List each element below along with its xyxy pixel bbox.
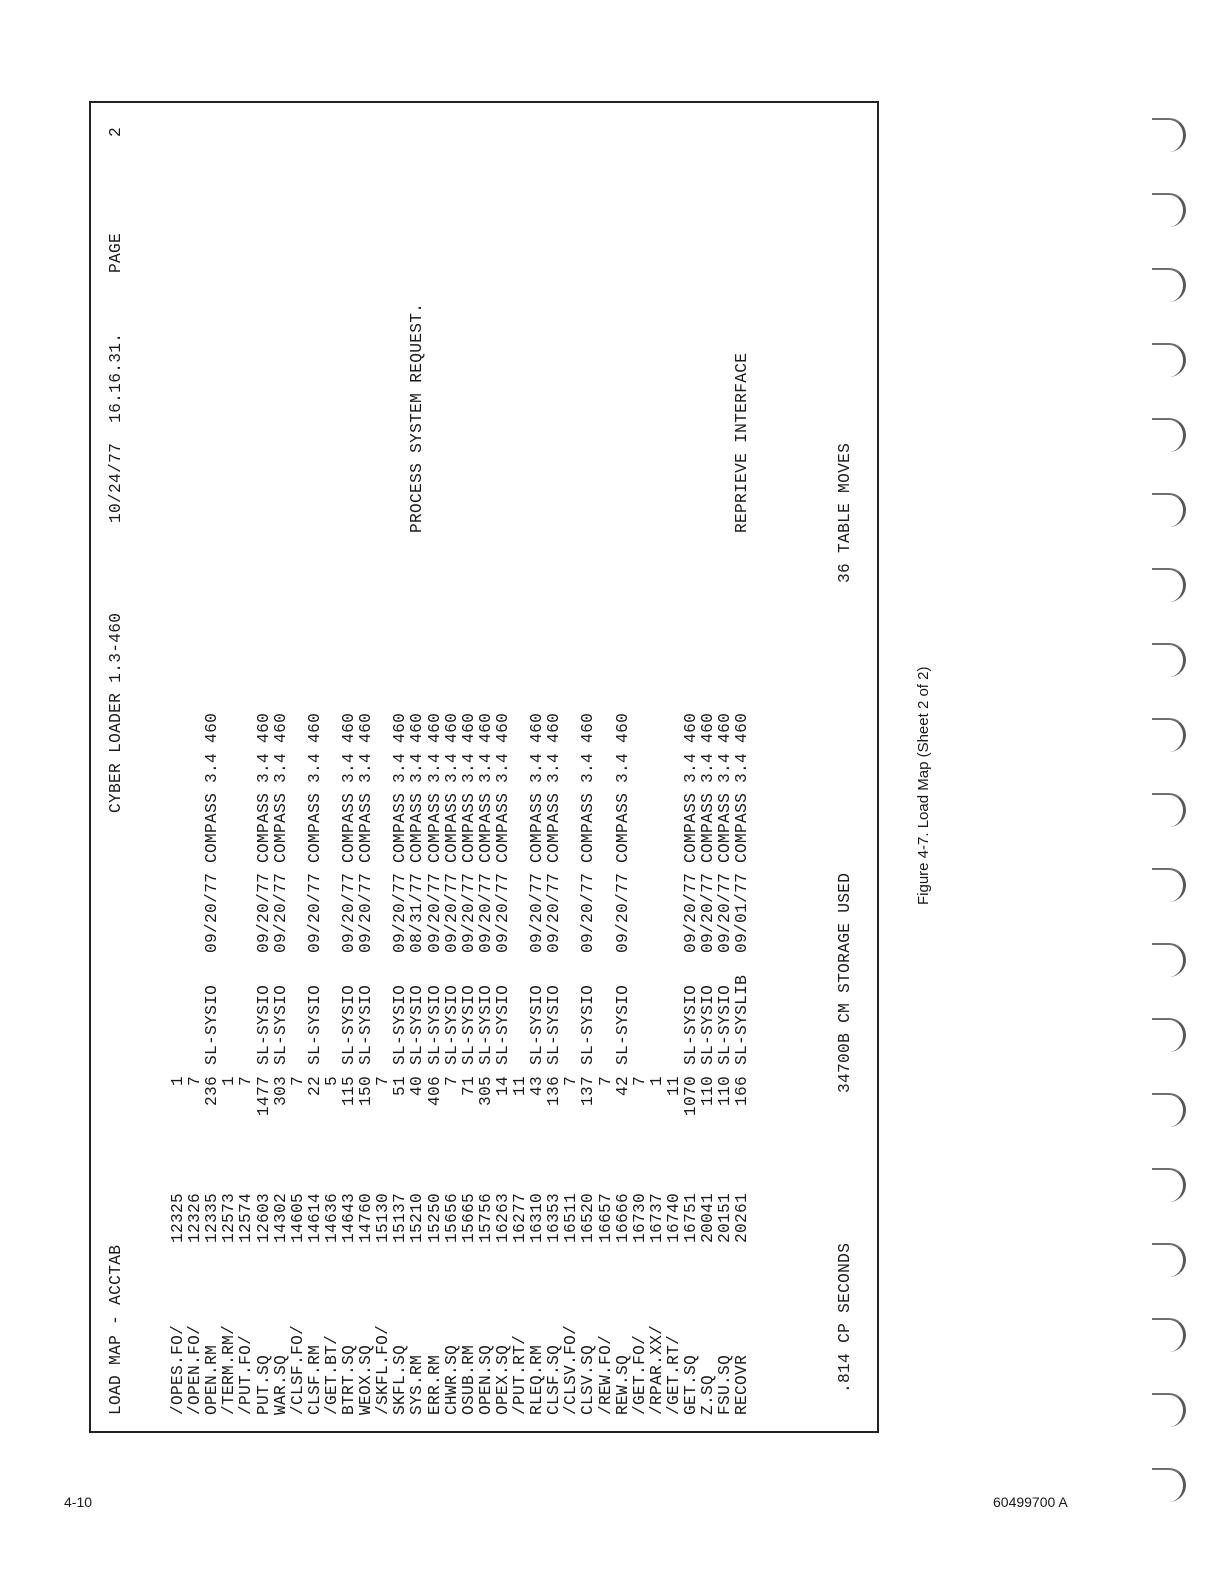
row-name: PUT.SQ	[254, 1354, 273, 1415]
row-length: 1	[220, 1076, 239, 1087]
row-library: SL-SYSIO	[357, 984, 376, 1065]
row-date: 09/20/77	[254, 872, 273, 953]
load-map-printout	[89, 101, 879, 1433]
row-name: /RPAR.XX/	[647, 1324, 666, 1415]
row-address: 12335	[203, 1192, 222, 1243]
row-length: 5	[322, 1076, 341, 1087]
row-library: SL-SYSIO	[545, 984, 564, 1065]
row-address: 14643	[340, 1192, 358, 1243]
binder-ring-icon	[1152, 868, 1186, 902]
row-length: 7	[596, 1076, 615, 1087]
document-number: 60499700 A	[993, 1494, 1068, 1510]
row-name: CLSF.SQ	[545, 1344, 564, 1415]
page-value: 2	[107, 126, 125, 137]
row-assembler: COMPASS	[476, 792, 495, 863]
row-date: 09/20/77	[391, 872, 410, 953]
row-version: 3.4 460	[733, 712, 752, 783]
binder-ring-icon	[1152, 793, 1186, 827]
row-name: WAR.SQ	[271, 1354, 290, 1415]
row-date: 09/20/77	[493, 872, 512, 953]
row-length: 110	[699, 1076, 718, 1107]
row-length: 7	[442, 1076, 461, 1087]
row-date: 09/20/77	[476, 872, 495, 953]
row-length: 7	[374, 1076, 393, 1087]
row-address: 14614	[305, 1192, 324, 1243]
row-length: 1	[169, 1076, 187, 1087]
row-version: 3.4 460	[408, 712, 427, 783]
row-assembler: COMPASS	[425, 792, 444, 863]
row-version: 3.4 460	[459, 712, 478, 783]
row-date: 09/20/77	[442, 872, 461, 953]
row-library: SL-SYSIO	[459, 984, 478, 1065]
row-length: 14	[493, 1076, 512, 1097]
cm-storage-used: 34700B CM STORAGE USED	[836, 872, 854, 1093]
row-length: 406	[425, 1076, 444, 1107]
row-name: /CLSV.FO/	[562, 1324, 581, 1415]
row-name: CHWR.SQ	[442, 1344, 461, 1415]
row-address: 14605	[288, 1192, 307, 1243]
row-length: 42	[613, 1076, 632, 1097]
row-length: 7	[288, 1076, 307, 1087]
row-assembler: COMPASS	[459, 792, 478, 863]
row-date: 09/20/77	[203, 872, 222, 953]
binder-ring-icon	[1152, 1318, 1186, 1352]
row-address: 14760	[357, 1192, 376, 1243]
binder-ring-icon	[1152, 493, 1186, 527]
row-address: 15756	[476, 1192, 495, 1243]
row-address: 12603	[254, 1192, 273, 1243]
row-date: 09/20/77	[682, 872, 700, 953]
row-length: 71	[459, 1076, 478, 1097]
row-address: 16263	[493, 1192, 512, 1243]
row-address: 16353	[545, 1192, 564, 1243]
row-length: 11	[511, 1076, 529, 1097]
row-name: CLSF.RM	[305, 1344, 324, 1415]
row-address: 12573	[220, 1192, 239, 1243]
row-library: SL-SYSIO	[699, 984, 718, 1065]
row-address: 16730	[630, 1192, 649, 1243]
row-date: 09/20/77	[545, 872, 564, 953]
row-date: 09/20/77	[357, 872, 376, 953]
row-address: 16520	[579, 1192, 598, 1243]
row-date: 09/20/77	[528, 872, 547, 953]
row-name: /GET.FO/	[630, 1334, 649, 1415]
row-length: 110	[716, 1076, 735, 1107]
row-library: SL-SYSIO	[254, 984, 273, 1065]
row-length: 1070	[682, 1076, 700, 1117]
binder-ring-icon	[1152, 718, 1186, 752]
row-name: /PUT.FO/	[237, 1334, 256, 1415]
row-length: 43	[528, 1076, 547, 1097]
row-address: 16740	[664, 1192, 683, 1243]
row-address: 16310	[528, 1192, 547, 1243]
row-library: SL-SYSIO	[493, 984, 512, 1065]
row-library: SL-SYSIO	[716, 984, 735, 1065]
row-length: 137	[579, 1076, 598, 1107]
row-name: RECOVR	[733, 1354, 752, 1415]
page-label: PAGE	[107, 232, 125, 273]
row-name: Z.SQ	[699, 1374, 718, 1415]
row-version: 3.4 460	[305, 712, 324, 783]
row-assembler: COMPASS	[391, 792, 410, 863]
row-assembler: COMPASS	[682, 792, 700, 863]
row-length: 51	[391, 1076, 410, 1097]
row-date: 09/20/77	[699, 872, 718, 953]
row-assembler: COMPASS	[442, 792, 461, 863]
row-length: 40	[408, 1076, 427, 1097]
row-date: 09/20/77	[716, 872, 735, 953]
row-name: /TERM.RM/	[220, 1324, 239, 1415]
row-name: SKFL.SQ	[391, 1344, 410, 1415]
row-date: 09/20/77	[579, 872, 598, 953]
figure-caption: Figure 4-7. Load Map (Sheet 2 of 2)	[915, 666, 932, 905]
row-date: 08/31/77	[408, 872, 427, 953]
row-address: 16277	[511, 1192, 529, 1243]
row-library: SL-SYSIO	[271, 984, 290, 1065]
row-version: 3.4 460	[391, 712, 410, 783]
row-length: 7	[630, 1076, 649, 1087]
row-address: 16666	[613, 1192, 632, 1243]
row-library: SL-SYSIO	[528, 984, 547, 1065]
row-length: 1477	[254, 1076, 273, 1117]
binder-ring-icon	[1152, 1243, 1186, 1277]
row-library: SL-SYSIO	[203, 984, 222, 1065]
row-assembler: COMPASS	[305, 792, 324, 863]
row-version: 3.4 460	[545, 712, 564, 783]
row-version: 3.4 460	[528, 712, 547, 783]
binder-rings	[1140, 110, 1200, 1560]
row-assembler: COMPASS	[357, 792, 376, 863]
row-version: 3.4 460	[203, 712, 222, 783]
row-length: 305	[476, 1076, 495, 1107]
binder-ring-icon	[1152, 118, 1186, 152]
load-map-listing	[91, 103, 879, 1433]
row-length: 7	[562, 1076, 581, 1087]
row-date: 09/20/77	[340, 872, 358, 953]
row-address: 16657	[596, 1192, 615, 1243]
row-address: 12574	[237, 1192, 256, 1243]
binder-ring-icon	[1152, 643, 1186, 677]
row-assembler: COMPASS	[493, 792, 512, 863]
row-name: SYS.RM	[408, 1354, 427, 1415]
row-assembler: COMPASS	[545, 792, 564, 863]
row-date: 09/20/77	[459, 872, 478, 953]
binder-ring-icon	[1152, 1468, 1186, 1502]
binder-ring-icon	[1152, 418, 1186, 452]
binder-ring-icon	[1152, 943, 1186, 977]
row-library: SL-SYSIO	[682, 984, 700, 1065]
table-moves: 36 TABLE MOVES	[836, 442, 854, 583]
row-name: OPEN.RM	[203, 1344, 222, 1415]
row-name: /GET.BT/	[322, 1334, 341, 1415]
loader-version: CYBER LOADER 1.3-460	[107, 612, 125, 813]
row-address: 12326	[186, 1192, 205, 1243]
row-name: /OPEN.FO/	[186, 1324, 205, 1415]
row-name: ERR.RM	[425, 1354, 444, 1415]
row-version: 3.4 460	[340, 712, 358, 783]
row-name: OSUB.RM	[459, 1344, 478, 1415]
row-version: 3.4 460	[271, 712, 290, 783]
binder-ring-icon	[1152, 193, 1186, 227]
row-library: SL-SYSIO	[425, 984, 444, 1065]
row-address: 20151	[716, 1192, 735, 1243]
row-library: SL-SYSIO	[408, 984, 427, 1065]
row-assembler: COMPASS	[203, 792, 222, 863]
row-date: 09/20/77	[271, 872, 290, 953]
row-assembler: COMPASS	[613, 792, 632, 863]
cp-seconds: .814 CP SECONDS	[836, 1242, 854, 1393]
row-version: 3.4 460	[613, 712, 632, 783]
row-name: WEOX.SQ	[357, 1344, 376, 1415]
row-address: 15250	[425, 1192, 444, 1243]
row-length: 7	[186, 1076, 205, 1087]
row-assembler: COMPASS	[528, 792, 547, 863]
row-length: 303	[271, 1076, 290, 1107]
row-assembler: COMPASS	[733, 792, 752, 863]
row-library: SL-SYSIO	[613, 984, 632, 1065]
binder-ring-icon	[1152, 568, 1186, 602]
row-name: /OPES.FO/	[169, 1324, 187, 1415]
row-name: /REW.FO/	[596, 1334, 615, 1415]
row-assembler: COMPASS	[579, 792, 598, 863]
row-length: 7	[237, 1076, 256, 1087]
row-address: 16511	[562, 1192, 581, 1243]
binder-ring-icon	[1152, 1093, 1186, 1127]
row-comment: PROCESS SYSTEM REQUEST.	[408, 302, 427, 533]
row-library: SL-SYSLIB	[733, 974, 752, 1065]
row-name: RLEQ.RM	[528, 1344, 547, 1415]
row-date: 09/01/77	[733, 872, 752, 953]
row-length: 11	[664, 1076, 683, 1097]
row-date: 09/20/77	[425, 872, 444, 953]
row-length: 1	[647, 1076, 666, 1087]
row-assembler: COMPASS	[699, 792, 718, 863]
row-assembler: COMPASS	[254, 792, 273, 863]
row-library: SL-SYSIO	[442, 984, 461, 1065]
row-version: 3.4 460	[357, 712, 376, 783]
row-name: /PUT.RT/	[511, 1334, 529, 1415]
row-version: 3.4 460	[682, 712, 700, 783]
row-name: OPEX.SQ	[493, 1344, 512, 1415]
listing-title: LOAD MAP - ACCTAB	[107, 1244, 125, 1415]
row-length: 136	[545, 1076, 564, 1107]
row-address: 14636	[322, 1192, 341, 1243]
row-length: 22	[305, 1076, 324, 1097]
row-name: /GET.RT/	[664, 1334, 683, 1415]
row-date: 09/20/77	[613, 872, 632, 953]
row-address: 15210	[408, 1192, 427, 1243]
binder-ring-icon	[1152, 343, 1186, 377]
row-library: SL-SYSIO	[391, 984, 410, 1065]
row-address: 15656	[442, 1192, 461, 1243]
row-assembler: COMPASS	[271, 792, 290, 863]
row-address: 15665	[459, 1192, 478, 1243]
row-library: SL-SYSIO	[340, 984, 358, 1065]
row-library: SL-SYSIO	[579, 984, 598, 1065]
binder-ring-icon	[1152, 1393, 1186, 1427]
row-name: /CLSF.FO/	[288, 1324, 307, 1415]
row-version: 3.4 460	[579, 712, 598, 783]
row-address: 20041	[699, 1192, 718, 1243]
row-length: 150	[357, 1076, 376, 1107]
row-name: OPEN.SQ	[476, 1344, 495, 1415]
row-length: 236	[203, 1076, 222, 1107]
row-assembler: COMPASS	[716, 792, 735, 863]
row-version: 3.4 460	[716, 712, 735, 783]
row-address: 14302	[271, 1192, 290, 1243]
row-address: 15137	[391, 1192, 410, 1243]
row-version: 3.4 460	[493, 712, 512, 783]
row-assembler: COMPASS	[408, 792, 427, 863]
row-library: SL-SYSIO	[476, 984, 495, 1065]
row-name: /SKFL.FO/	[374, 1324, 393, 1415]
row-assembler: COMPASS	[340, 792, 358, 863]
row-length: 166	[733, 1076, 752, 1107]
binder-ring-icon	[1152, 268, 1186, 302]
row-address: 15130	[374, 1192, 393, 1243]
row-version: 3.4 460	[476, 712, 495, 783]
row-library: SL-SYSIO	[305, 984, 324, 1065]
row-name: BTRT.SQ	[340, 1344, 358, 1415]
row-version: 3.4 460	[425, 712, 444, 783]
binder-ring-icon	[1152, 1168, 1186, 1202]
row-version: 3.4 460	[699, 712, 718, 783]
figure-caption-wrap	[905, 666, 932, 905]
binder-ring-icon	[1152, 1018, 1186, 1052]
row-name: GET.SQ	[682, 1354, 700, 1415]
row-name: FSU.SQ	[716, 1354, 735, 1415]
run-date-time: 10/24/77 16.16.31.	[107, 332, 125, 523]
row-name: REW.SQ	[613, 1354, 632, 1415]
row-address: 12325	[169, 1192, 187, 1243]
row-version: 3.4 460	[442, 712, 461, 783]
row-length: 115	[340, 1076, 358, 1107]
row-name: CLSV.SQ	[579, 1344, 598, 1415]
page-number: 4-10	[64, 1494, 93, 1510]
row-address: 20261	[733, 1192, 752, 1243]
row-date: 09/20/77	[305, 872, 324, 953]
row-version: 3.4 460	[254, 712, 273, 783]
row-address: 16737	[647, 1192, 666, 1243]
row-address: 16751	[682, 1192, 700, 1243]
row-comment: REPRIEVE INTERFACE	[733, 352, 752, 533]
